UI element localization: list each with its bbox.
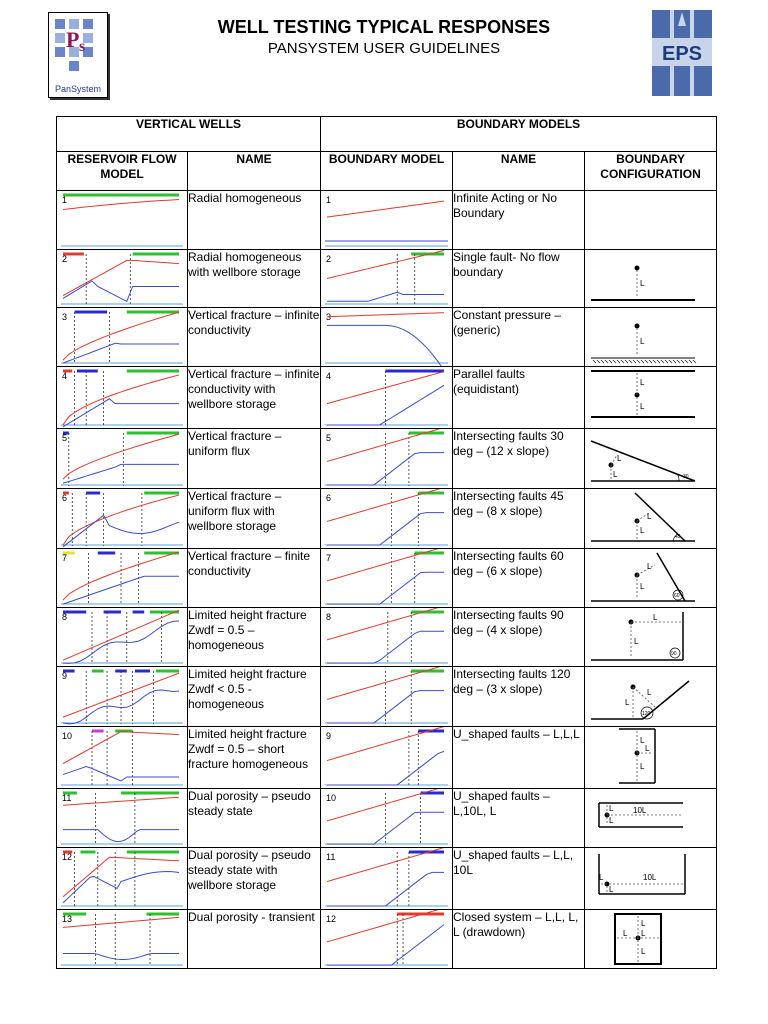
config-label: L xyxy=(641,919,646,928)
reservoir-flow-plot-cell xyxy=(57,191,188,250)
reservoir-diagnostic-plot xyxy=(57,549,187,607)
config-label: L xyxy=(645,744,650,753)
boundary-configuration-sketch xyxy=(585,489,716,548)
table-body xyxy=(57,191,717,969)
boundary-configuration-sketch xyxy=(585,667,716,726)
boundary-model-name: Intersecting faults 120 deg – (3 x slope) xyxy=(453,667,585,727)
distance-line xyxy=(633,687,655,707)
svg-text:s: s xyxy=(79,38,86,55)
eps-logo-text: EPS xyxy=(661,43,703,65)
config-label: L xyxy=(640,279,645,288)
boundary-model-number: 7 xyxy=(326,553,332,563)
model-row xyxy=(57,429,717,489)
derivative-curve xyxy=(327,925,444,966)
reservoir-flow-plot-cell xyxy=(57,727,188,789)
fault-line xyxy=(657,553,685,601)
boundary-model-plot-cell xyxy=(321,489,453,549)
reservoir-model-name: Dual porosity – pseudo steady state with wellbore storage xyxy=(188,848,321,910)
constant-pressure-hatch xyxy=(665,360,668,363)
reservoir-model-number: 9 xyxy=(62,671,68,681)
boundary-diagnostic-plot xyxy=(321,608,452,666)
constant-pressure-hatch xyxy=(681,360,684,363)
config-label: L xyxy=(640,526,645,535)
pressure-curve xyxy=(63,797,179,805)
constant-pressure-hatch xyxy=(693,360,696,363)
document-header xyxy=(0,0,768,110)
boundary-model-number: 11 xyxy=(326,852,336,862)
config-label: L xyxy=(640,736,645,745)
model-row xyxy=(57,789,717,848)
reservoir-diagnostic-plot xyxy=(57,250,187,307)
boundary-model-number: 8 xyxy=(326,612,332,622)
derivative-curve xyxy=(63,281,179,302)
reservoir-flow-plot-cell xyxy=(57,367,188,429)
constant-pressure-hatch xyxy=(645,360,648,363)
pressure-curve xyxy=(327,848,444,882)
boundary-model-number: 5 xyxy=(326,433,332,443)
pressure-curve xyxy=(63,495,179,545)
derivative-curve xyxy=(63,399,179,427)
reservoir-diagnostic-plot xyxy=(57,727,187,788)
reservoir-model-number: 8 xyxy=(62,612,68,622)
boundary-configuration-cell xyxy=(585,608,717,667)
boundary-models-header: BOUNDARY MODELS xyxy=(321,117,717,152)
reservoir-diagnostic-plot xyxy=(57,789,187,847)
reservoir-model-number: 1 xyxy=(62,195,68,205)
reservoir-diagnostic-plot xyxy=(57,308,187,366)
reservoir-diagnostic-plot xyxy=(57,489,187,548)
constant-pressure-hatch xyxy=(597,360,600,363)
constant-pressure-hatch xyxy=(593,360,596,363)
boundary-model-name: Single fault- No flow boundary xyxy=(453,250,585,308)
constant-pressure-hatch xyxy=(661,360,664,363)
constant-pressure-hatch xyxy=(609,360,612,363)
fault-line xyxy=(591,441,695,481)
boundary-model-plot-cell xyxy=(321,549,453,608)
boundary-configuration-cell xyxy=(585,367,717,429)
page-subtitle: PANSYSTEM USER GUIDELINES xyxy=(267,40,501,57)
boundary-configuration-sketch xyxy=(585,910,716,968)
angle-label: 45 xyxy=(675,534,681,540)
boundary-model-name: Intersecting faults 45 deg – (8 x slope) xyxy=(453,489,585,549)
pressure-curve xyxy=(63,857,179,897)
reservoir-model-name: Radial homogeneous with wellbore storage xyxy=(188,250,321,308)
config-label: L xyxy=(599,873,604,882)
boundary-model-plot-cell xyxy=(321,191,453,250)
derivative-curve xyxy=(63,830,179,842)
boundary-model-name: Intersecting faults 90 deg – (4 x slope) xyxy=(453,608,585,667)
config-label: L xyxy=(634,637,639,646)
angle-label: 30 xyxy=(683,474,689,480)
model-row xyxy=(57,727,717,789)
pressure-curve xyxy=(63,917,179,927)
constant-pressure-hatch xyxy=(677,360,680,363)
angle-label: 90 xyxy=(671,651,677,657)
pressure-curve xyxy=(63,732,179,764)
distance-line xyxy=(637,565,655,575)
pressure-curve xyxy=(63,375,179,425)
reservoir-model-name: Limited height fracture Zwdf = 0.5 – short fracture homogeneous xyxy=(188,727,321,789)
constant-pressure-hatch xyxy=(685,360,688,363)
boundary-diagnostic-plot xyxy=(321,667,452,726)
reservoir-model-number: 2 xyxy=(62,254,68,264)
boundary-model-plot-cell xyxy=(321,727,453,789)
model-row xyxy=(57,910,717,969)
boundary-diagnostic-plot xyxy=(321,250,452,307)
boundary-configuration-sketch xyxy=(585,429,716,488)
derivative-curve xyxy=(327,513,444,545)
boundary-diagnostic-plot xyxy=(321,489,452,548)
pressure-curve xyxy=(327,313,444,317)
boundary-model-name: U_shaped faults – L,L, 10L xyxy=(453,848,585,910)
constant-pressure-hatch xyxy=(605,360,608,363)
boundary-model-plot-cell xyxy=(321,910,453,969)
boundary-model-plot-cell xyxy=(321,367,453,429)
reservoir-diagnostic-plot xyxy=(57,608,187,666)
reservoir-model-number: 7 xyxy=(62,553,68,563)
config-label: L xyxy=(647,688,652,697)
constant-pressure-hatch xyxy=(649,360,652,363)
derivative-curve xyxy=(327,572,444,604)
boundary-configuration-sketch xyxy=(585,608,716,666)
reservoir-model-name: Radial homogeneous xyxy=(188,191,321,250)
boundary-configuration-sketch xyxy=(585,848,716,909)
reservoir-model-name: Vertical fracture – infinite conductivity xyxy=(188,308,321,367)
derivative-curve xyxy=(63,515,179,547)
reservoir-diagnostic-plot xyxy=(57,667,187,726)
model-row xyxy=(57,308,717,367)
boundary-model-number: 1 xyxy=(326,195,332,205)
derivative-curve xyxy=(327,631,444,663)
constant-pressure-hatch xyxy=(617,360,620,363)
boundary-diagnostic-plot xyxy=(321,727,452,788)
boundary-configuration-cell xyxy=(585,308,717,367)
reservoir-model-number: 11 xyxy=(62,793,72,803)
angle-label: 120 xyxy=(642,711,651,717)
constant-pressure-hatch xyxy=(657,360,660,363)
boundary-configuration-cell xyxy=(585,667,717,727)
boundary-model-name: Intersecting faults 30 deg – (12 x slope) xyxy=(453,429,585,489)
boundary-model-number: 10 xyxy=(326,793,337,803)
reservoir-model-name: Vertical fracture – uniform flux with wellbore storage xyxy=(188,489,321,549)
reservoir-model-name: Dual porosity - transient xyxy=(188,910,321,969)
boundary-model-name: Infinite Acting or No Boundary xyxy=(453,191,585,250)
constant-pressure-hatch xyxy=(673,360,676,363)
reservoir-diagnostic-plot xyxy=(57,848,187,909)
config-label: L xyxy=(609,885,614,894)
derivative-curve xyxy=(63,872,179,903)
pressure-curve xyxy=(327,727,444,761)
reservoir-flow-plot-cell xyxy=(57,667,188,727)
reservoir-name-header: NAME xyxy=(188,152,321,191)
boundary-model-name: U_shaped faults – L,10L, L xyxy=(453,789,585,848)
reservoir-flow-plot-cell xyxy=(57,549,188,608)
derivative-curve xyxy=(327,872,444,906)
constant-pressure-hatch xyxy=(629,360,632,363)
responses-table xyxy=(56,116,717,969)
well-marker xyxy=(635,266,640,271)
config-label: L xyxy=(623,929,628,938)
boundary-model-plot-cell xyxy=(321,250,453,308)
model-row xyxy=(57,608,717,667)
constant-pressure-hatch xyxy=(689,360,692,363)
constant-pressure-hatch xyxy=(625,360,628,363)
config-label: L xyxy=(613,470,618,479)
boundary-diagnostic-plot xyxy=(321,429,452,488)
reservoir-model-number: 6 xyxy=(62,493,68,503)
pressure-curve xyxy=(63,200,179,210)
reservoir-model-name: Limited height fracture Zwdf = 0.5 – homogeneous xyxy=(188,608,321,667)
boundary-model-name: Intersecting faults 60 deg – (6 x slope) xyxy=(453,549,585,608)
boundary-configuration-sketch xyxy=(585,367,716,428)
config-label: L xyxy=(640,337,645,346)
reservoir-diagnostic-plot xyxy=(57,191,187,249)
config-label: L xyxy=(640,378,645,387)
model-row xyxy=(57,667,717,727)
boundary-configuration-cell xyxy=(585,848,717,910)
pressure-curve xyxy=(63,434,179,479)
reservoir-flow-plot-cell xyxy=(57,429,188,489)
reservoir-flow-plot-cell xyxy=(57,250,188,308)
model-row xyxy=(57,191,717,250)
boundary-configuration-cell xyxy=(585,549,717,608)
pressure-curve xyxy=(63,260,179,295)
constant-pressure-hatch xyxy=(633,360,636,363)
boundary-diagnostic-plot xyxy=(321,191,452,249)
model-row xyxy=(57,549,717,608)
boundary-configuration-cell xyxy=(585,489,717,549)
config-label: L xyxy=(640,762,645,771)
boundary-model-plot-cell xyxy=(321,308,453,367)
constant-pressure-hatch xyxy=(637,360,640,363)
boundary-model-name: Closed system – L,L, L, L (drawdown) xyxy=(453,910,585,969)
reservoir-diagnostic-plot xyxy=(57,367,187,428)
boundary-configuration-cell xyxy=(585,910,717,969)
config-label: L xyxy=(647,562,652,571)
boundary-model-number: 6 xyxy=(326,493,332,503)
boundary-configuration-cell xyxy=(585,250,717,308)
config-label: L xyxy=(640,582,645,591)
boundary-model-name: Parallel faults (equidistant) xyxy=(453,367,585,429)
constant-pressure-hatch xyxy=(613,360,616,363)
boundary-configuration-cell xyxy=(585,429,717,489)
derivative-curve xyxy=(63,343,179,363)
reservoir-diagnostic-plot xyxy=(57,910,187,968)
model-row xyxy=(57,250,717,308)
derivative-curve xyxy=(327,751,444,785)
page-title: WELL TESTING TYPICAL RESPONSES xyxy=(217,17,551,37)
constant-pressure-hatch xyxy=(641,360,644,363)
derivative-curve xyxy=(63,767,179,781)
boundary-configuration-cell xyxy=(585,727,717,789)
config-label: L xyxy=(625,698,630,707)
config-label: L xyxy=(653,613,658,622)
reservoir-model-number: 10 xyxy=(62,731,73,741)
reservoir-model-name: Vertical fracture – uniform flux xyxy=(188,429,321,489)
boundary-model-plot-cell xyxy=(321,608,453,667)
pressure-curve xyxy=(327,201,444,217)
reservoir-flow-plot-cell xyxy=(57,789,188,848)
svg-text:P: P xyxy=(66,27,80,52)
reservoir-diagnostic-plot xyxy=(57,429,187,488)
derivative-curve xyxy=(327,292,444,301)
boundary-diagnostic-plot xyxy=(321,910,452,968)
reservoir-model-name: Limited height fracture Zwdf < 0.5 - homogeneous xyxy=(188,667,321,727)
boundary-diagnostic-plot xyxy=(321,549,452,607)
boundary-model-plot-cell xyxy=(321,667,453,727)
config-label: L xyxy=(641,929,646,938)
vertical-wells-header: VERTICAL WELLS xyxy=(57,117,321,152)
config-label: L xyxy=(641,947,646,956)
reservoir-model-number: 4 xyxy=(62,371,68,381)
pansystem-logo-text: PanSystem xyxy=(54,84,102,94)
reservoir-flow-model-header: RESERVOIR FLOW MODEL xyxy=(57,152,188,191)
config-label: L xyxy=(609,816,614,825)
reservoir-model-name: Vertical fracture – infinite conductivity with wellbore storage xyxy=(188,367,321,429)
derivative-curve xyxy=(327,325,444,366)
boundary-model-name: Constant pressure – (generic) xyxy=(453,308,585,367)
reservoir-model-number: 5 xyxy=(62,433,68,443)
boundary-model-number: 2 xyxy=(326,254,332,264)
config-label: 10L xyxy=(643,873,657,882)
boundary-model-number: 4 xyxy=(326,371,332,381)
boundary-configuration-header: BOUNDARY CONFIGURATION xyxy=(585,152,717,191)
reservoir-flow-plot-cell xyxy=(57,910,188,969)
constant-pressure-hatch xyxy=(653,360,656,363)
boundary-diagnostic-plot xyxy=(321,789,452,847)
boundary-configuration-cell xyxy=(585,191,717,250)
boundary-model-plot-cell xyxy=(321,789,453,848)
constant-pressure-hatch xyxy=(621,360,624,363)
boundary-diagnostic-plot xyxy=(321,848,452,909)
boundary-diagnostic-plot xyxy=(321,367,452,428)
reservoir-model-name: Dual porosity – pseudo steady state xyxy=(188,789,321,848)
boundary-configuration-sketch xyxy=(585,789,716,847)
boundary-model-number: 9 xyxy=(326,731,332,741)
boundary-configuration-sketch xyxy=(585,250,716,307)
config-label: L xyxy=(647,512,652,521)
pressure-curve xyxy=(327,251,444,279)
boundary-configuration-sketch xyxy=(585,727,716,788)
reservoir-model-number: 12 xyxy=(62,852,73,862)
boundary-diagnostic-plot xyxy=(321,308,452,366)
model-row xyxy=(57,367,717,429)
reservoir-flow-plot-cell xyxy=(57,848,188,910)
derivative-curve xyxy=(327,812,444,844)
config-label: 10L xyxy=(633,806,647,815)
derivative-curve xyxy=(63,954,179,960)
config-label: L xyxy=(617,454,622,463)
boundary-configuration-cell xyxy=(585,789,717,848)
boundary-configuration-sketch xyxy=(585,308,716,366)
boundary-model-header: BOUNDARY MODEL xyxy=(321,152,453,191)
boundary-model-name: U_shaped faults – L,L,L xyxy=(453,727,585,789)
boundary-model-plot-cell xyxy=(321,848,453,910)
boundary-configuration-sketch xyxy=(585,549,716,607)
well-marker xyxy=(635,324,640,329)
reservoir-flow-plot-cell xyxy=(57,489,188,549)
boundary-model-number: 12 xyxy=(326,914,337,924)
boundary-configuration-sketch xyxy=(585,191,716,249)
constant-pressure-hatch xyxy=(669,360,672,363)
pressure-curve xyxy=(63,312,179,360)
boundary-model-plot-cell xyxy=(321,429,453,489)
boundary-name-header: NAME xyxy=(453,152,585,191)
angle-label: 60 xyxy=(674,593,680,599)
boundary-model-number: 3 xyxy=(326,312,332,322)
model-row xyxy=(57,489,717,549)
eps-logo-icon xyxy=(652,10,712,96)
reservoir-flow-plot-cell xyxy=(57,308,188,367)
reservoir-flow-plot-cell xyxy=(57,608,188,667)
reservoir-model-number: 13 xyxy=(62,914,73,924)
model-row xyxy=(57,848,717,910)
constant-pressure-hatch xyxy=(601,360,604,363)
config-label: L xyxy=(609,804,614,813)
config-label: L xyxy=(640,402,645,411)
reservoir-model-name: Vertical fracture – finite conductivity xyxy=(188,549,321,608)
reservoir-model-number: 3 xyxy=(62,312,68,322)
